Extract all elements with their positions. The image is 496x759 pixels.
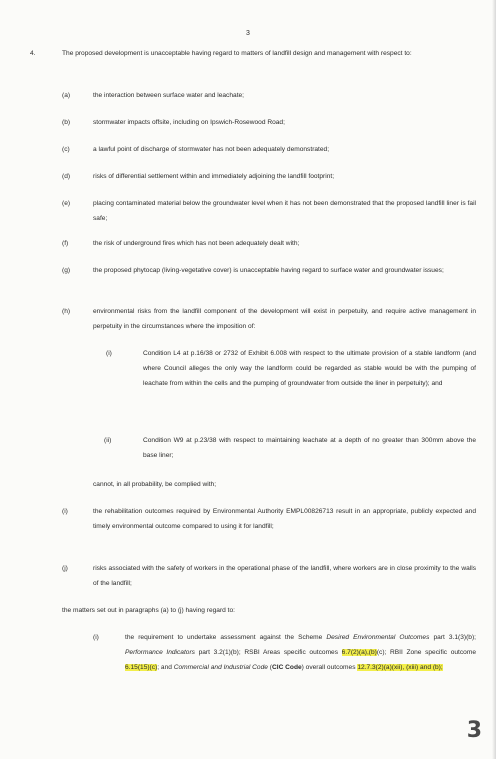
matters-text: the matters set out in paragraphs (a) to (j) having regard to: <box>62 607 235 614</box>
item-j-label: (j) <box>62 565 68 572</box>
cannot-text: cannot, in all probability, be complied with; <box>93 481 217 488</box>
item-a-label: (a) <box>62 92 71 99</box>
item-4-number: 4. <box>30 50 36 57</box>
item-4-text: The proposed development is unacceptable having regard to matters of landfill design and management with respect to: <box>62 50 412 57</box>
item-f-text: the risk of underground fires which has not been adequately dealt with; <box>93 240 300 247</box>
highlight-cic: 12.7.3(2)(a)(xii), (xiii) and (b); <box>357 664 443 671</box>
page-edge-shadow <box>492 0 496 759</box>
item-b-label: (b) <box>62 119 71 126</box>
item-c-label: (c) <box>62 146 70 153</box>
subitem-ii-label: (ii) <box>104 437 112 444</box>
final-item-text: the requirement to undertake assessment against the Scheme Desired Environmental Outcomes part 3.1(3)(b); Performance Indicators part 3.2(1)(b); RSBI Areas specific outcomes 6.7(2)(a),(b)(c); RBII Zone specific outcome 6.15(15)(c); and Commercial and Industrial Code (CIC Code) overall outcomes 12.7.3(2)(a)(xii), (xiii) and (b); <box>125 634 476 671</box>
item-b-text: stormwater impacts offsite, including on Ipswich-Rosewood Road; <box>93 119 285 126</box>
item-e-text: placing contaminated material below the groundwater level when it has not been demonstrated that the proposed landfill liner is fail safe; <box>93 200 476 222</box>
item-h-label: (h) <box>62 308 71 315</box>
subitem-i-text: Condition L4 at p.16/38 or 2732 of Exhibit 6.008 with respect to the ultimate provision of a stable landform (and where Council alleges the only way the landform could be regarded as stable would be with the pumping of leachate from within the cells and the pumping of groundwater from outside the liner in perpetuity); and <box>143 350 476 387</box>
final-item-label: (i) <box>93 634 99 641</box>
item-a-text: the interaction between surface water and leachate; <box>93 92 245 99</box>
item-d-label: (d) <box>62 173 71 180</box>
highlight-rbii: 6.15(15)(c) <box>125 664 158 671</box>
subitem-ii-text: Condition W9 at p.23/38 with respect to maintaining leachate at a depth of no greater than 300mm above the base liner; <box>143 437 476 459</box>
item-f-label: (f) <box>62 240 69 247</box>
item-d-text: risks of differential settlement within and immediately adjoining the landfill footprint; <box>93 173 335 180</box>
subitem-i-label: (i) <box>106 350 112 357</box>
highlight-rsbi: 6.7(2)(a),(b) <box>341 649 377 656</box>
item-i-text: the rehabilitation outcomes required by Environmental Authority EMPL00826713 result in an appropriate, publicly expected and timely environmental outcome compared to using it for landfill; <box>93 508 476 530</box>
item-j-text: risks associated with the safety of workers in the operational phase of the landfill, where workers are in close proximity to the walls of the landfill; <box>93 565 476 587</box>
item-e-label: (e) <box>62 200 71 207</box>
item-h-text: environmental risks from the landfill component of the development will exist in perpetuity, and require active management in perpetuity in the circumstances where the imposition of: <box>93 308 476 330</box>
item-g-text: the proposed phytocap (living-vegetative cover) is unacceptable having regard to surface water and groundwater issues; <box>93 267 444 274</box>
item-g-label: (g) <box>62 267 71 274</box>
item-i-label: (i) <box>62 508 68 515</box>
item-c-text: a lawful point of discharge of stormwater has not been adequately demonstrated; <box>93 146 330 153</box>
page-number-top: 3 <box>246 30 250 37</box>
page-number-corner: 3 <box>466 718 482 743</box>
